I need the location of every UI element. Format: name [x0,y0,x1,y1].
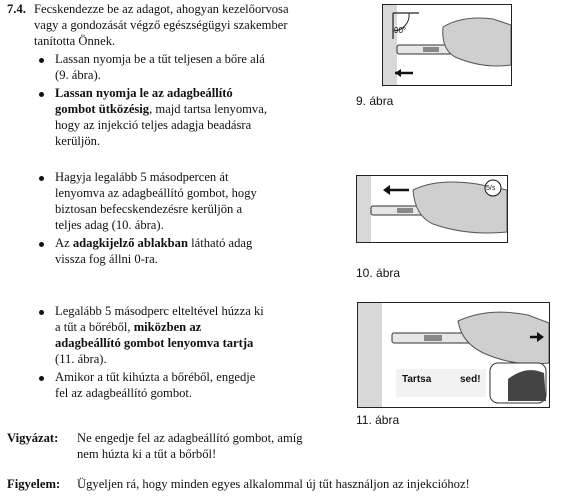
bullet-5-line-2: a tűt a bőréből, miközben az [55,320,202,334]
bullet-2-line-4: kerüljön. [55,134,101,148]
caution-label: Vigyázat: [7,431,59,445]
bullet-dot [39,242,44,247]
bullet-2-line-3: hogy az injekció teljes adagja beadásra [55,118,252,132]
bullet-1-line-2: (9. ábra). [55,68,101,82]
figure-11-label-2: sed! [460,374,481,385]
bullet-4-line-1: Az adagkijelző ablakban látható adag [55,236,253,250]
bullet-3-line-2: lenyomva az adagbeállító gombot, hogy [55,186,257,200]
figure-11-label: Tartsa [402,374,432,385]
attention-label: Figyelem: [7,477,61,491]
bullet-6-line-1: Amikor a tűt kihúzta a bőréből, engedje [55,370,256,384]
bullet-4-line-2: vissza fog állni 0-ra. [55,252,158,266]
bullet-3-line-3: biztosan befecskendezésre kerüljön a [55,202,243,216]
step-intro-line-1: Fecskendezze be az adagot, ahogyan kezelőorvosa [34,2,289,16]
figure-9-image [382,4,512,86]
bullet-5-line-1: Legalább 5 másodperc elteltével húzza ki [55,304,264,318]
step-intro-line-3: tanította Önnek. [34,34,116,48]
bullet-3-line-4: teljes adag (10. ábra). [55,218,164,232]
figure-11-image [357,302,550,408]
bullet-2-line-1: Lassan nyomja le az adagbeállító [55,86,233,100]
figure-9-angle-label: 90° [394,26,407,35]
step-intro-line-2: vagy a gondozását végző egészségügyi szakember [34,18,288,32]
bullet-dot [39,310,44,315]
bullet-2-line-2: gombot ütközésig, majd tartsa lenyomva, [55,102,267,116]
step-number: 7.4. [7,2,26,16]
figure-11-caption: 11. ábra [356,413,400,427]
bullet-dot [39,92,44,97]
bullet-3-line-1: Hagyja legalább 5 másodpercen át [55,170,229,184]
bullet-dot [39,58,44,63]
figure-10-timer-label: 5/s [486,185,496,192]
bullet-6-line-2: fel az adagbeállító gombot. [55,386,193,400]
caution-text-line-1: Ne engedje fel az adagbeállító gombot, amíg [77,431,303,445]
bullet-1-line-1: Lassan nyomja be a tűt teljesen a bőre alá [55,52,265,66]
figure-10-caption: 10. ábra [356,266,401,280]
bullet-5-line-3: adagbeállító gombot lenyomva tartja [55,336,254,350]
bullet-5-line-4: (11. ábra). [55,352,107,366]
bullet-dot [39,176,44,181]
figure-9-caption: 9. ábra [356,94,394,108]
attention-text: Ügyeljen rá, hogy minden egyes alkalommal új tűt használjon az injekcióhoz! [77,477,470,491]
bullet-dot [39,376,44,381]
caution-text-line-2: nem húzta ki a tűt a bőrből! [77,447,217,461]
